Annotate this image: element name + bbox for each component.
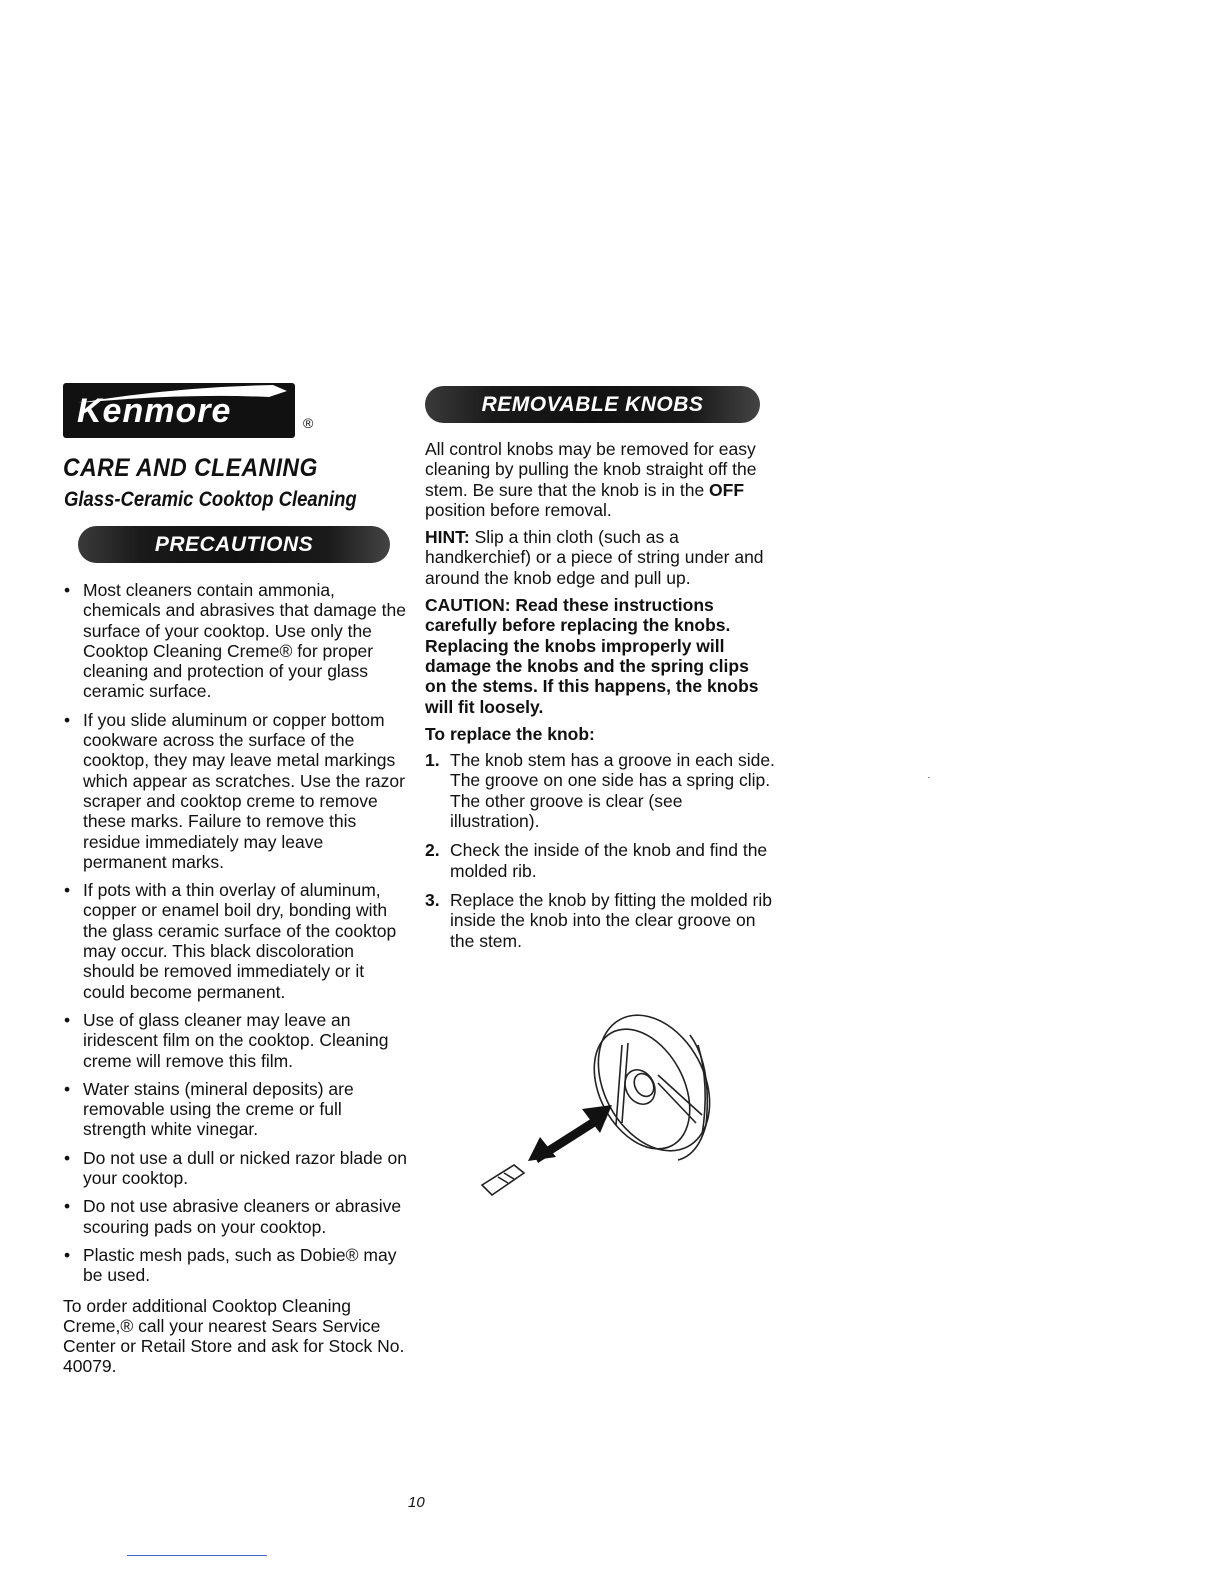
hint-label: HINT: — [425, 527, 470, 548]
registered-mark: ® — [303, 415, 314, 431]
kenmore-logo — [63, 383, 323, 439]
intro-paragraph — [425, 439, 775, 520]
step-item — [425, 890, 775, 951]
list-item: • If you slide aluminum or copper bottom cookware across the surface of the cooktop, they may leave metal markings which appear as scratches. Use the razor scraper and cooktop creme to remove these marks. Failure to remove this residue immediately may leave permanent marks. — [63, 710, 408, 872]
step-number: 2. — [425, 840, 440, 861]
page-title: CARE AND CLEANING — [63, 454, 318, 482]
removable-knobs-banner — [425, 386, 760, 423]
page-subtitle: Glass-Ceramic Cooktop Cleaning — [64, 488, 357, 511]
footer-divider — [127, 1555, 267, 1556]
step-text: Replace the knob by fitting the molded rib inside the knob into the clear groove on the stem. — [450, 889, 772, 951]
order-info: To order additional Cooktop Cleaning Creme,® call your nearest Sears Service Center or Retail Store and ask for Stock No. 40079. — [63, 1295, 405, 1377]
intro-text: All control knobs may be removed for easy cleaning by pulling the knob straight off the stem. Be sure that the knob is in the — [425, 439, 757, 500]
intro-text-end: position before removal. — [425, 499, 612, 520]
list-item: • Do not use abrasive cleaners or abrasive scouring pads on your cooktop. — [63, 1196, 408, 1237]
list-item: • Use of glass cleaner may leave an iridescent film on the cooktop. Cleaning creme will remove this film. — [63, 1010, 408, 1071]
logo-box — [63, 383, 295, 438]
step-item — [425, 750, 775, 831]
logo-text: Kenmore — [77, 392, 232, 430]
off-label: OFF — [709, 479, 745, 500]
step-text: The knob stem has a groove in each side. The groove on one side has a spring clip. The other groove is clear (see illustration). — [450, 750, 775, 832]
list-item: • Water stains (mineral deposits) are removable using the creme or full strength white vinegar. — [63, 1079, 408, 1140]
precautions-banner — [78, 526, 390, 563]
list-item: • If pots with a thin overlay of aluminum, copper or enamel boil dry, bonding with the glass ceramic surface of the cooktop may occur. This black discoloration should be removed immediately or it could become permanent. — [63, 880, 408, 1002]
step-number: 3. — [425, 889, 440, 910]
precautions-list — [63, 580, 408, 1286]
list-item: • Do not use a dull or nicked razor blade on your cooktop. — [63, 1148, 408, 1189]
list-item: • Plastic mesh pads, such as Dobie® may be used. — [63, 1245, 408, 1286]
replace-heading: To replace the knob: — [425, 723, 595, 744]
hint-text: Slip a thin cloth (such as a handkerchief) or a piece of string under and around the knob edge and pull up. — [425, 527, 764, 588]
removable-knobs-label: REMOVABLE KNOBS — [481, 392, 704, 416]
scan-artifact — [928, 777, 930, 778]
precautions-label: PRECAUTIONS — [154, 532, 314, 556]
removable-knobs-section — [425, 439, 775, 960]
page-number: 10 — [408, 1494, 425, 1511]
hint-paragraph — [425, 527, 775, 588]
knob-illustration — [472, 1005, 742, 1205]
replace-steps — [425, 750, 775, 951]
list-item: • Most cleaners contain ammonia, chemicals and abrasives that damage the surface of your cooktop. Use only the Cooktop Cleaning Creme® for proper cleaning and protection of your glass ceramic surface. — [63, 580, 408, 702]
precautions-section — [63, 580, 408, 1377]
step-number: 1. — [425, 750, 440, 771]
step-text: Check the inside of the knob and find the molded rib. — [450, 840, 768, 881]
caution-paragraph: CAUTION: Read these instructions carefully before replacing the knobs. Replacing the knobs improperly will damage the knobs and the spring clips on the stems. If this happens, the knobs will fit loosely. — [425, 595, 759, 717]
step-item — [425, 840, 775, 881]
